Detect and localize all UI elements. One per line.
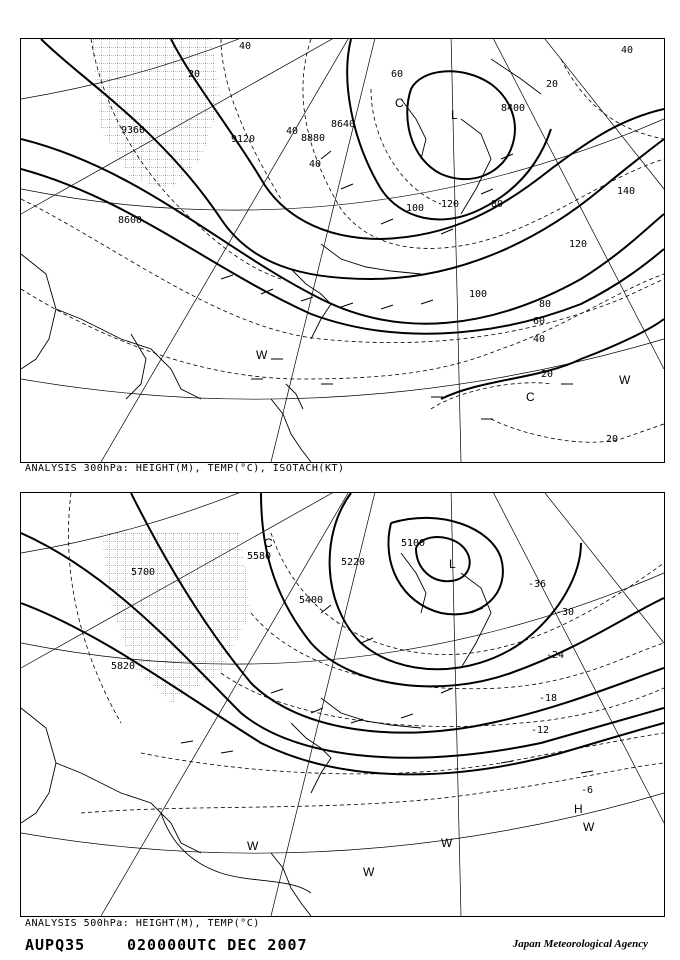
height-label: 8880 xyxy=(301,133,326,144)
chart-caption-300hpa: ANALYSIS 300hPa: HEIGHT(M), TEMP(°C), ISOTACH(KT) xyxy=(25,463,345,474)
temperature-label: -18 xyxy=(539,693,558,704)
height-label: 9360 xyxy=(121,125,146,136)
warm-center-symbol: W xyxy=(619,373,631,387)
isotach-label: 80 xyxy=(491,199,504,210)
height-label: 5820 xyxy=(111,661,136,672)
high-symbol: H xyxy=(574,802,583,816)
wind-barbs xyxy=(181,605,593,773)
map-500hpa xyxy=(21,493,664,916)
isotach-label: 40 xyxy=(286,126,299,137)
chart-panel-300hpa xyxy=(20,38,665,463)
isotach-label: 80 xyxy=(539,299,552,310)
isotach-label: 120 xyxy=(569,239,588,250)
height-label: 5400 xyxy=(299,595,324,606)
isotach-label: 20 xyxy=(188,69,201,80)
height-label: 5220 xyxy=(341,557,366,568)
valid-time: 020000UTC DEC 2007 xyxy=(127,936,308,954)
isotach-label: 40 xyxy=(239,41,252,52)
height-label: 5100 xyxy=(401,538,426,549)
height-label: 8400 xyxy=(501,103,526,114)
height-label: 9120 xyxy=(231,134,256,145)
warm-center-symbol: W xyxy=(363,865,375,879)
low-symbol: L xyxy=(451,108,458,122)
isotach-label: 40 xyxy=(309,159,322,170)
warm-center-symbol: W xyxy=(247,839,259,853)
coastline xyxy=(21,553,491,916)
temperature-label: -30 xyxy=(556,607,575,618)
isotach-label: 40 xyxy=(621,45,634,56)
isotach-label: 140 xyxy=(617,186,636,197)
temperature-label: -36 xyxy=(528,579,547,590)
low-symbol: L xyxy=(449,557,456,571)
isotach-label: 100 xyxy=(406,203,425,214)
chart-panel-500hpa xyxy=(20,492,665,917)
hatched-area xyxy=(91,39,221,189)
cold-center-symbol: C xyxy=(526,390,535,404)
chart-id: AUPQ35 xyxy=(25,936,86,954)
height-label: 5700 xyxy=(131,567,156,578)
coastline xyxy=(21,59,541,462)
hatched-area xyxy=(101,533,251,703)
cold-center-symbol: C xyxy=(395,96,404,110)
warm-center-symbol: W xyxy=(441,836,453,850)
warm-center-symbol: W xyxy=(256,348,268,362)
temperature-label: -12 xyxy=(531,725,550,736)
isotach-label: 60 xyxy=(533,316,546,327)
height-label: 8600 xyxy=(118,215,143,226)
map-300hpa xyxy=(21,39,664,462)
height-label: 8640 xyxy=(331,119,356,130)
isotach-label: 120 xyxy=(441,199,460,210)
cold-center-symbol: C xyxy=(264,536,273,550)
isotach-label: 40 xyxy=(533,334,546,345)
isotach-label: 100 xyxy=(469,289,488,300)
isotach-label: 20 xyxy=(546,79,559,90)
chart-caption-500hpa: ANALYSIS 500hPa: HEIGHT(M), TEMP(°C) xyxy=(25,918,260,929)
temperature-label: -6 xyxy=(581,785,594,796)
temperature-labels xyxy=(528,579,593,796)
isotach-label: 60 xyxy=(391,69,404,80)
isotach-label: 20 xyxy=(606,434,619,445)
height-label: 5580 xyxy=(247,551,272,562)
isotach-label: 20 xyxy=(541,369,554,380)
agency-name: Japan Meteorological Agency xyxy=(512,938,648,950)
temperature-label: -24 xyxy=(546,650,565,661)
warm-center-symbol: W xyxy=(583,820,595,834)
